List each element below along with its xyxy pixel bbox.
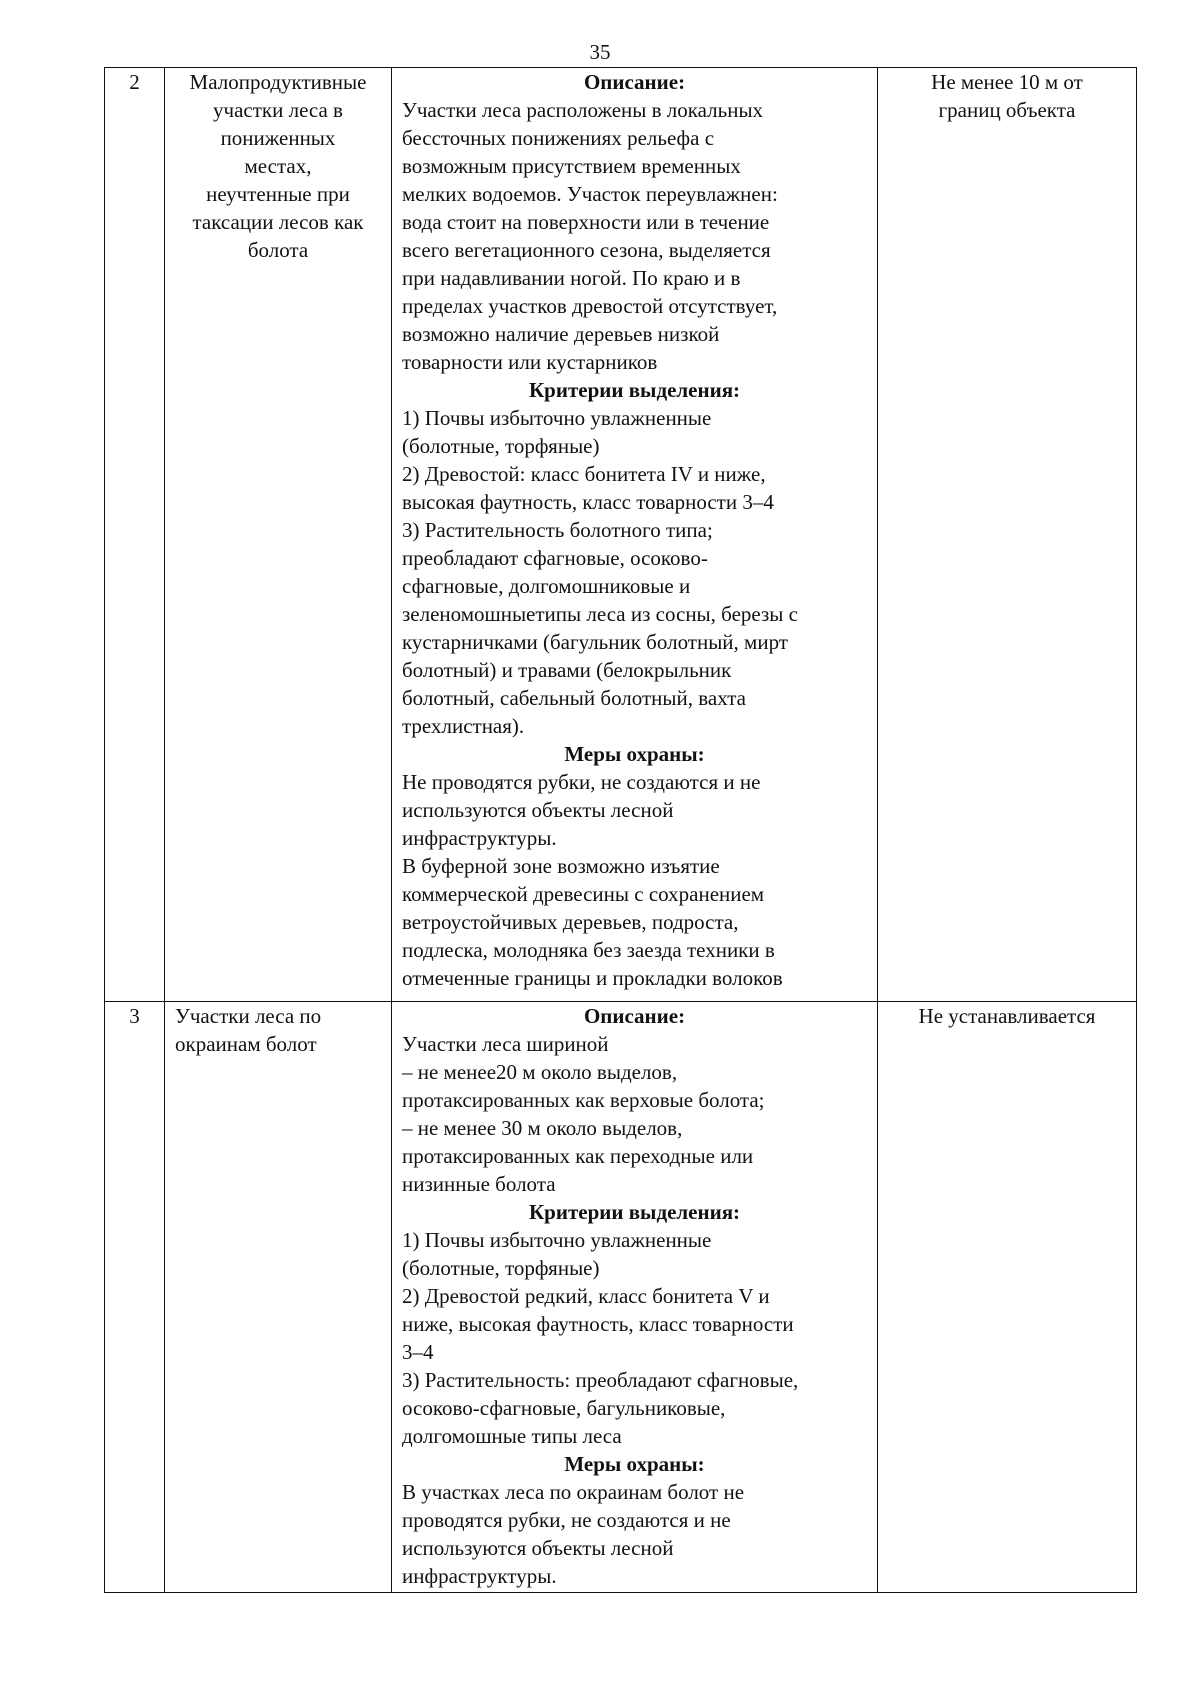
- description-cell: [392, 68, 878, 1002]
- criteria-text: 1) Почвы избыточно увлажненные (болотные, торфяные) 2) Древостой: класс бонитета IV и ниже, высокая фаутность, класс товарности 3–4 3) Растительность болотного типа; преобладают сфагновые, осоково- сфагновые, долгомошниковые и зеленомошныетипы леса из сосны, березы с кустарничками (багульник болотный, мирт болотный) и травами (белокрыльник болотный, сабельный болотный, вахта трехлистная).: [402, 406, 798, 738]
- page-number: 35: [589, 40, 611, 64]
- criteria-heading: Критерии выделения:: [528, 1200, 741, 1224]
- row-number: 3: [105, 1002, 165, 1593]
- criteria-text: 1) Почвы избыточно увлажненные (болотные, торфяные) 2) Древостой редкий, класс бонитета V и ниже, высокая фаутность, класс товарности 3–4 3) Растительность: преобладают сфагновые, осоково-сфагновые, багульниковые, долгомошные типы леса: [402, 1228, 799, 1448]
- description-heading: Описание:: [583, 70, 686, 94]
- measures-heading: Меры охраны:: [564, 742, 705, 766]
- buffer-distance: Не устанавливается: [878, 1002, 1137, 1593]
- measures-heading: Меры охраны:: [564, 1452, 705, 1476]
- description-text: Участки леса расположены в локальных бессточных понижениях рельефа с возможным присутствием временных мелких водоемов. Участок переувлажнен: вода стоит на поверхности или в течение всего вегетационного сезона, выделяется при надавливании ногой. По краю и в пределах участков древостой отсутствует, возможно наличие деревьев низкой товарности или кустарников: [402, 98, 778, 374]
- object-name: Участки леса по окраинам болот: [165, 1002, 392, 1593]
- row-number: 2: [105, 68, 165, 1002]
- object-name: Малопродуктивные участки леса в пониженных местах, неучтенные при таксации лесов как болота: [165, 68, 392, 1002]
- description-cell: [392, 1002, 878, 1593]
- protection-measures-table: [104, 67, 1137, 1593]
- table-row: [105, 1002, 1137, 1593]
- measures-text: В участках леса по окраинам болот не проводятся рубки, не создаются и не используются объекты лесной инфраструктуры.: [402, 1480, 745, 1588]
- description-heading: Описание:: [583, 1004, 686, 1028]
- criteria-heading: Критерии выделения:: [528, 378, 741, 402]
- buffer-distance: Не менее 10 м от границ объекта: [878, 68, 1137, 1002]
- table-row: [105, 68, 1137, 1002]
- measures-text: Не проводятся рубки, не создаются и не используются объекты лесной инфраструктуры. В буферной зоне возможно изъятие коммерческой древесины с сохранением ветроустойчивых деревьев, подроста, подлеска, молодняка без заезда техники в отмеченные границы и прокладки волоков: [402, 770, 783, 990]
- description-text: Участки леса шириной – не менее20 м около выделов, протаксированных как верховые болота; – не менее 30 м около выделов, протаксированных как переходные или низинные болота: [402, 1032, 765, 1196]
